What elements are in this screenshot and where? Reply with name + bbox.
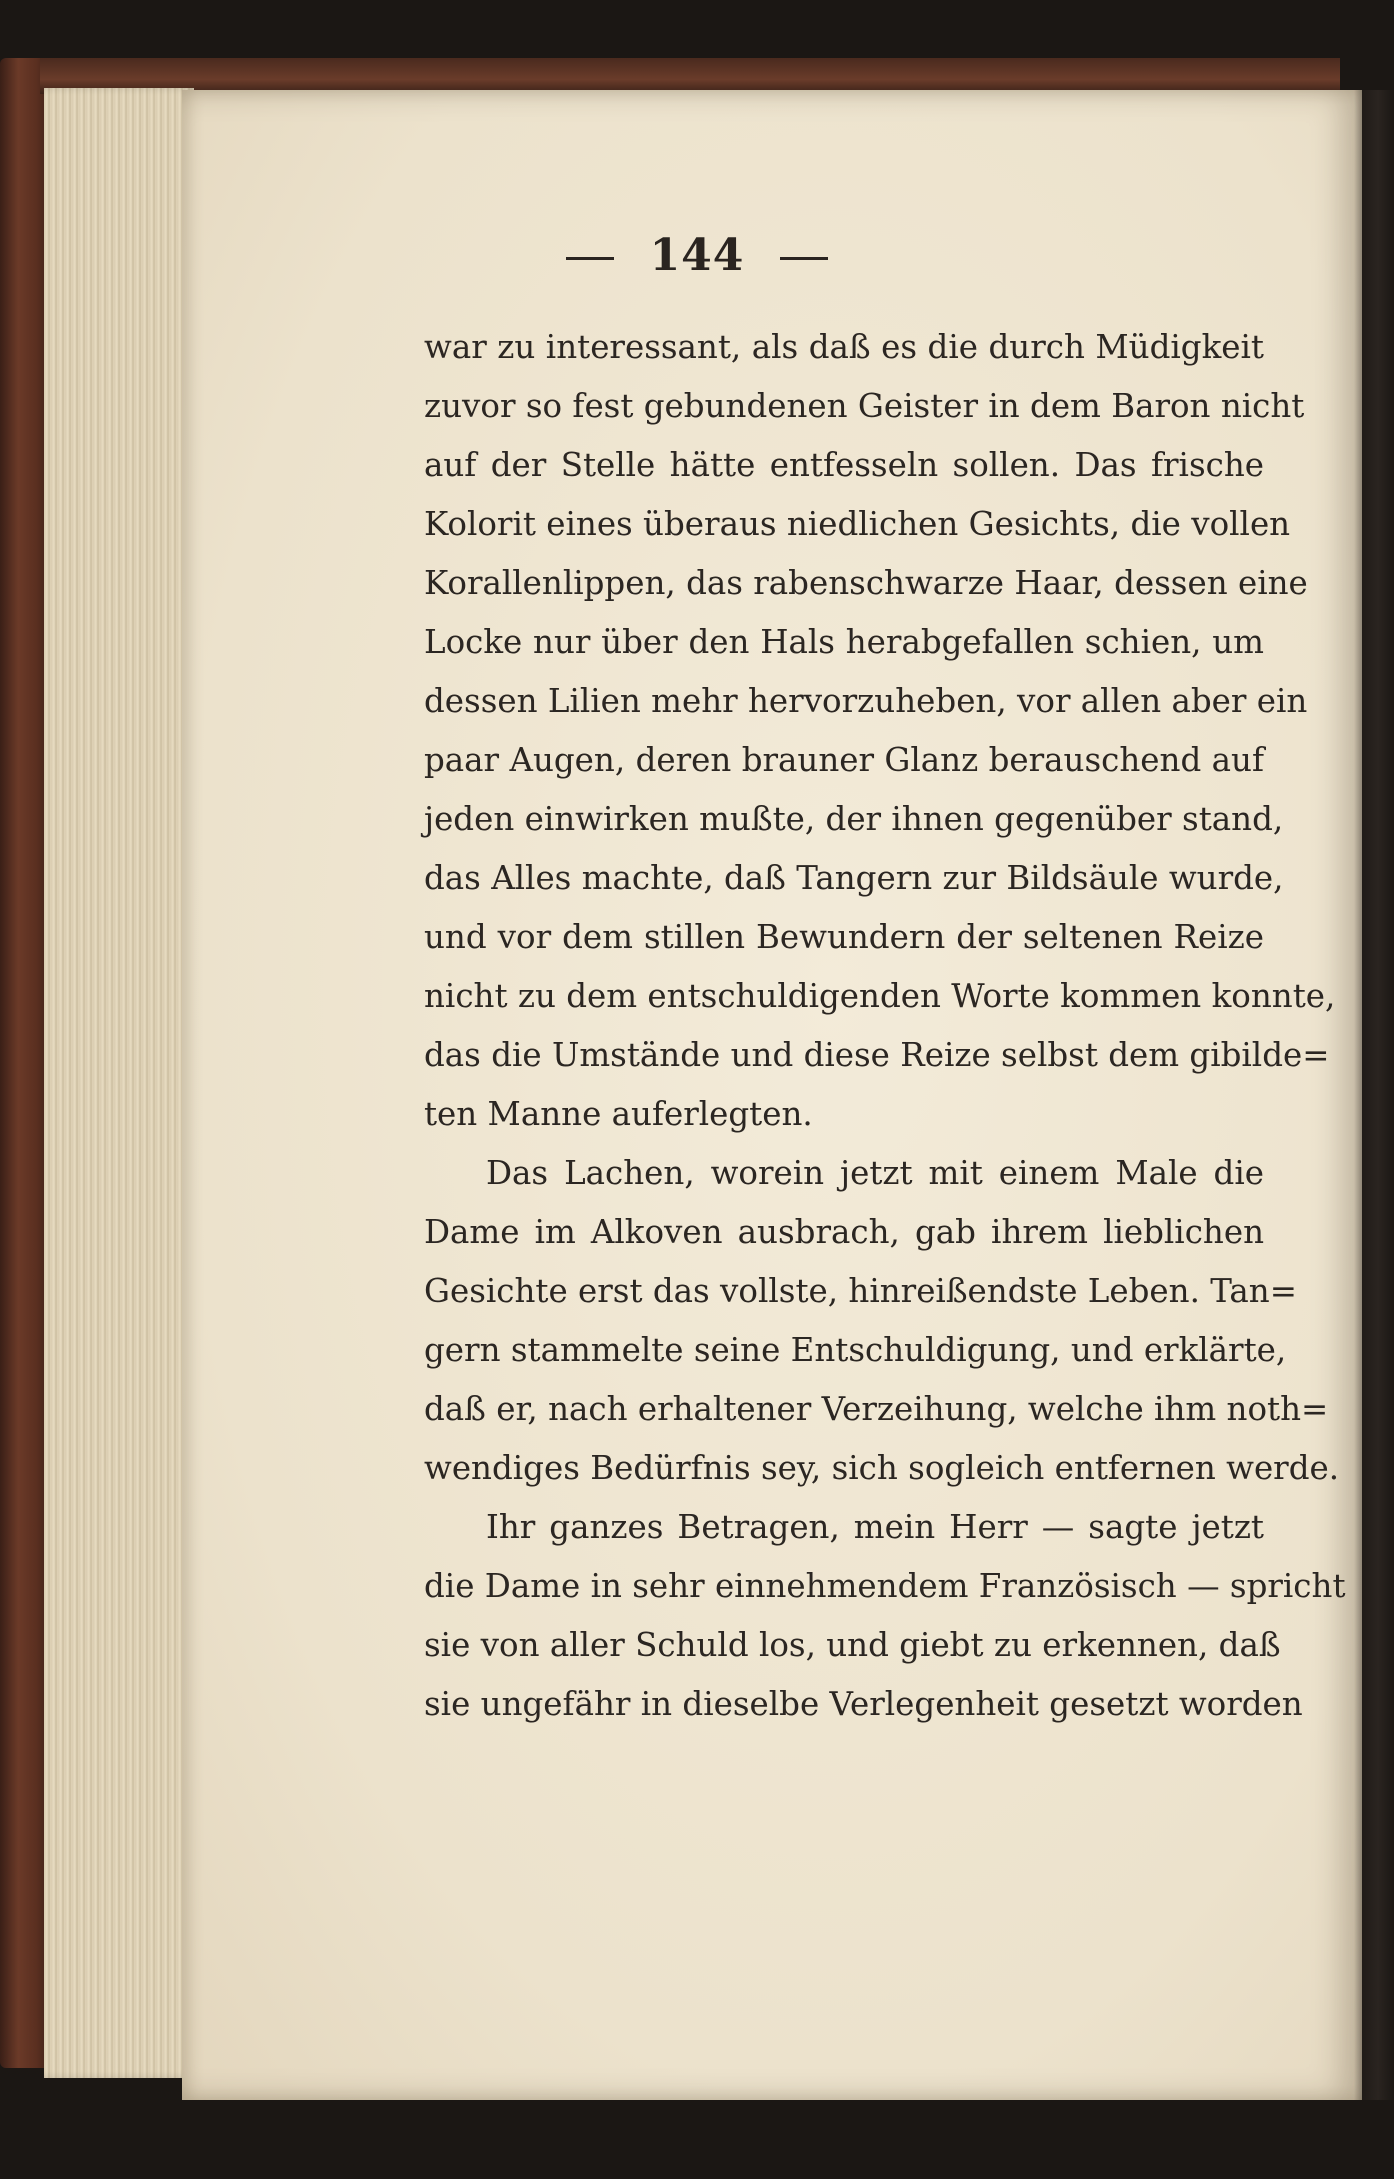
text-line: daß er, nach erhaltener Verzeihung, welche ihm noth=: [424, 1390, 1329, 1428]
text-line: ten Manne auferlegten.: [424, 1095, 813, 1133]
text-line: Dame im Alkoven ausbrach, gab ihrem lieblichen: [424, 1213, 1264, 1251]
page-block-edges: [44, 88, 194, 2078]
paragraph: [424, 318, 1336, 1144]
text-line: auf der Stelle hätte entfesseln sollen. Das frische: [424, 446, 1264, 484]
text-line: dessen Lilien mehr hervorzuheben, vor allen aber ein: [424, 682, 1308, 720]
text-line: das die Umstände und diese Reize selbst dem gibilde=: [424, 1036, 1330, 1074]
text-line: Gesichte erst das vollste, hinreißendste Leben. Tan=: [424, 1272, 1297, 1310]
header-dash-right: [780, 257, 828, 260]
book-cover-top-edge: [40, 58, 1340, 94]
text-line: Ihr ganzes Betragen, mein Herr — sagte jetzt: [486, 1508, 1264, 1546]
text-line: gern stammelte seine Entschuldigung, und erklärte,: [424, 1331, 1287, 1369]
text-line: jeden einwirken mußte, der ihnen gegenüber stand,: [424, 800, 1284, 838]
text-line: sie von aller Schuld los, und giebt zu erkennen, daß: [424, 1626, 1281, 1664]
gutter-shadow: [1354, 90, 1394, 2100]
text-line: sie ungefähr in dieselbe Verlegenheit gesetzt worden: [424, 1685, 1303, 1723]
text-line: die Dame in sehr einnehmendem Französisch — spricht: [424, 1567, 1346, 1605]
text-line: Locke nur über den Hals herabgefallen schien, um: [424, 623, 1264, 661]
paragraph: [424, 1498, 1346, 1734]
text-line: zuvor so fest gebundenen Geister in dem Baron nicht: [424, 387, 1305, 425]
text-line: Das Lachen, worein jetzt mit einem Male die: [486, 1154, 1264, 1192]
text-line: und vor dem stillen Bewundern der seltenen Reize: [424, 918, 1264, 956]
text-line: wendiges Bedürfnis sey, sich sogleich entfernen werde.: [424, 1449, 1340, 1487]
text-line: das Alles machte, daß Tangern zur Bildsäule wurde,: [424, 859, 1284, 897]
text-line: Kolorit eines überaus niedlichen Gesichts, die vollen: [424, 505, 1291, 543]
text-line: war zu interessant, als daß es die durch Müdigkeit: [424, 328, 1264, 366]
page-header: [0, 230, 1394, 281]
page-body-text: [424, 318, 1346, 1734]
header-dash-left: [566, 257, 614, 260]
text-line: Korallenlippen, das rabenschwarze Haar, dessen eine: [424, 564, 1308, 602]
text-line: nicht zu dem entschuldigenden Worte kommen konnte,: [424, 977, 1336, 1015]
page-number: 144: [649, 230, 745, 281]
paragraph: [424, 1144, 1340, 1498]
text-line: paar Augen, deren brauner Glanz berauschend auf: [424, 741, 1264, 779]
